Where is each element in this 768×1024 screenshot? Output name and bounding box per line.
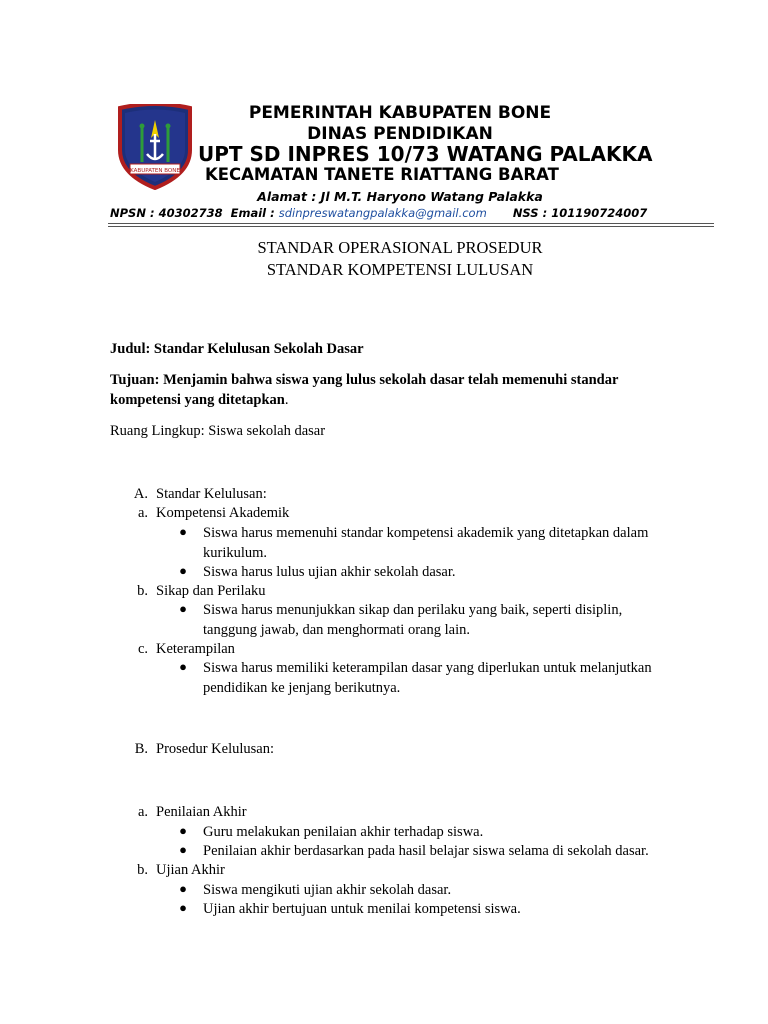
list-item [203, 659, 652, 698]
b-item-label: Ujian Akhir [156, 862, 225, 878]
list-item: Penilaian akhir berdasarkan pada hasil belajar siswa selama di sekolah dasar. [203, 843, 649, 859]
a-item-marker: a. [137, 804, 148, 820]
bullet-icon: ● [179, 659, 187, 674]
a-item-label: Penilaian Akhir [156, 804, 247, 820]
c-item-label: Keterampilan [156, 641, 235, 657]
bullet-icon: ● [179, 900, 187, 915]
npsn: NPSN : 40302738 [110, 206, 223, 220]
tujuan [110, 371, 618, 410]
bullet-icon: ● [179, 823, 187, 838]
crest-ribbon-text: KABUPATEN BONE [130, 168, 180, 174]
ruang-lingkup: Ruang Lingkup: Siswa sekolah dasar [110, 423, 326, 439]
tujuan-line1: Tujuan: Menjamin bahwa siswa yang lulus sekolah dasar telah memenuhi standar [110, 372, 619, 388]
letterhead-rule [108, 223, 714, 224]
a-item-label: Kompetensi Akademik [156, 505, 290, 521]
email-link[interactable]: sdinpreswatangpalakka@gmail.com [278, 206, 487, 220]
list-item-line: kurikulum. [203, 544, 268, 561]
letterhead-address: Alamat : Jl M.T. Haryono Watang Palakka [257, 189, 543, 204]
letterhead-rule-2 [108, 226, 714, 227]
nss: NSS : 101190724007 [512, 206, 648, 220]
letterhead-department: DINAS PENDIDIKAN [307, 124, 493, 144]
tujuan-line2: kompetensi yang ditetapkan [110, 391, 285, 408]
bullet-icon: ● [179, 881, 187, 896]
letterhead-contact-line [110, 206, 647, 220]
list-item [203, 601, 622, 640]
list-item-line: tanggung jawab, dan menghormati orang lain. [203, 621, 470, 638]
email-label: Email : [230, 206, 275, 220]
document-title: STANDAR OPERASIONAL PROSEDUR [257, 238, 543, 257]
b-item-marker: b. [137, 862, 148, 878]
judul: Judul: Standar Kelulusan Sekolah Dasar [110, 341, 364, 357]
letterhead-district: KECAMATAN TANETE RIATTANG BARAT [205, 165, 559, 184]
section-b-heading: Prosedur Kelulusan: [156, 741, 274, 757]
c-item-marker: c. [137, 641, 148, 657]
document-subtitle: STANDAR KOMPETENSI LULUSAN [266, 260, 534, 279]
section-b-marker: B. [134, 741, 148, 757]
list-item: Siswa mengikuti ujian akhir sekolah dasar. [203, 882, 452, 898]
a-item-marker: a. [137, 505, 148, 521]
list-item: Ujian akhir bertujuan untuk menilai kompetensi siswa. [203, 901, 521, 917]
bullet-icon: ● [179, 842, 187, 857]
list-item [203, 524, 648, 563]
list-item-line: pendidikan ke jenjang berikutnya. [203, 679, 401, 696]
b-item-label: Sikap dan Perilaku [156, 583, 266, 599]
section-a-heading: Standar Kelulusan: [156, 486, 267, 502]
section-a-marker: A. [133, 486, 148, 502]
list-item: Siswa harus lulus ujian akhir sekolah dasar. [203, 564, 456, 580]
bullet-icon: ● [179, 601, 187, 616]
letterhead-government: PEMERINTAH KABUPATEN BONE [248, 103, 552, 123]
list-item: Guru melakukan penilaian akhir terhadap siswa. [203, 824, 484, 840]
letterhead-school: UPT SD INPRES 10/73 WATANG PALAKKA [198, 142, 653, 166]
list-item-line: Siswa harus menunjukkan sikap dan perilaku yang baik, seperti disiplin, [203, 602, 623, 618]
tujuan-end: . [284, 391, 289, 408]
bullet-icon: ● [179, 563, 187, 578]
b-item-marker: b. [137, 583, 148, 599]
list-item-line: Siswa harus memiliki keterampilan dasar yang diperlukan untuk melanjutkan [203, 660, 652, 676]
list-item-line: Siswa harus memenuhi standar kompetensi akademik yang ditetapkan dalam [203, 525, 649, 541]
bullet-icon: ● [179, 524, 187, 539]
